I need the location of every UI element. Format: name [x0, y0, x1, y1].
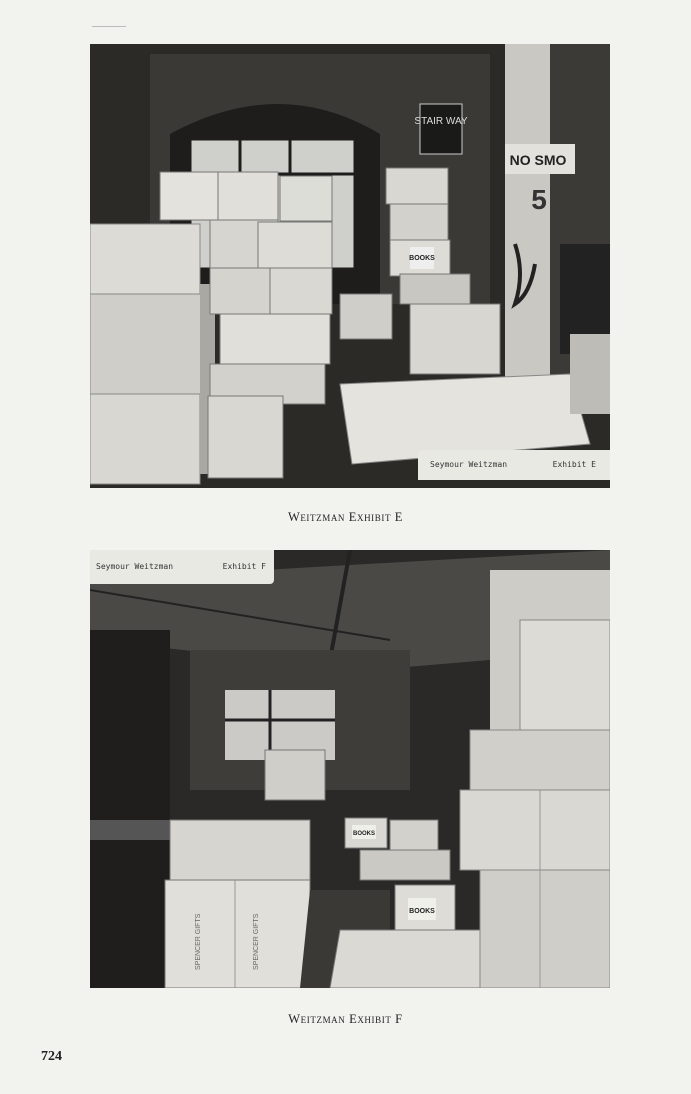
books-box-label: BOOKS	[409, 255, 435, 262]
exhibit-f-label-name: Seymour Weitzman	[96, 562, 174, 571]
top-rule-mark	[92, 26, 126, 27]
exhibit-f-caption: Weitzman Exhibit F	[288, 1012, 403, 1026]
exhibit-e-photo	[90, 44, 610, 488]
exhibit-e-label-strip	[418, 450, 610, 480]
books-box-label-1: BOOKS	[352, 831, 376, 837]
post-number-text: 5	[531, 184, 547, 215]
exhibit-e-label-name: Seymour Weitzman	[430, 460, 508, 469]
page-number: 724	[41, 1049, 62, 1064]
warehouse-stairway-scene	[90, 44, 610, 488]
spencer-gifts-box-text-2: SPENCER GIFTS	[253, 913, 260, 970]
warehouse-aisle-scene	[90, 550, 610, 988]
spencer-gifts-box-text-1: SPENCER GIFTS	[195, 913, 202, 970]
books-box-label-2: BOOKS	[409, 908, 435, 915]
exhibit-f-label-strip	[90, 550, 274, 584]
exhibit-e-caption: Weitzman Exhibit E	[287, 510, 404, 524]
exhibit-f-photo	[90, 550, 610, 988]
no-smoking-sign-text: NO SMO	[509, 152, 567, 168]
exhibit-e-label-exhibit: Exhibit E	[552, 460, 596, 469]
stairway-sign-text: STAIR WAY	[414, 116, 468, 127]
exhibit-f-label-exhibit: Exhibit F	[222, 562, 266, 571]
